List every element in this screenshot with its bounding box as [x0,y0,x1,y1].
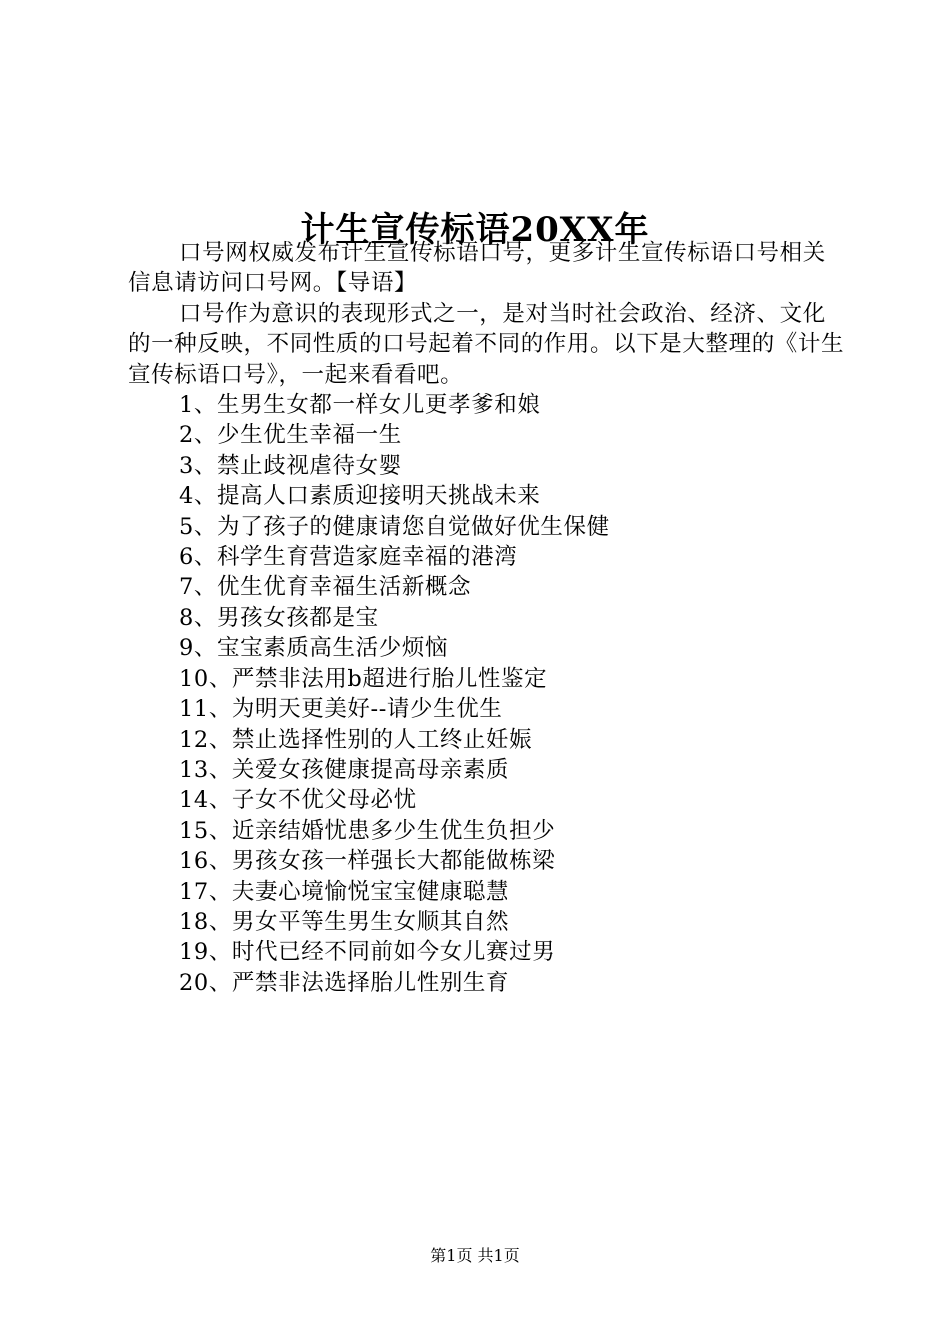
slogan-item: 12、禁止选择性别的人工终止妊娠 [179,726,533,753]
slogan-item: 18、男女平等生男生女顺其自然 [179,908,510,935]
slogan-item: 8、男孩女孩都是宝 [179,604,379,631]
slogan-item: 7、优生优育幸福生活新概念 [179,574,472,601]
document-title: 计生宣传标语20XX年 [300,209,650,250]
slogan-item: 13、关爱女孩健康提高母亲素质 [179,756,510,783]
document-body [128,238,848,998]
intro-paragraph-2: 口号作为意识的表现形式之一，是对当时社会政治、经济、文化的一种反映，不同性质的口号起着不同的作用。以下是大整理的《计生宣传标语口号》，一起来看看吧。 [128,300,845,388]
slogan-item: 4、提高人口素质迎接明天挑战未来 [179,483,541,510]
slogan-item: 1、生男生女都一样女儿更孝爹和娘 [179,392,541,419]
slogan-item: 17、夫妻心境愉悦宝宝健康聪慧 [179,878,510,905]
slogan-item: 3、禁止歧视虐待女婴 [179,452,402,479]
slogan-item: 14、子女不优父母必忧 [179,787,417,814]
slogan-item: 5、为了孩子的健康请您自觉做好优生保健 [179,513,610,540]
slogan-item: 10、严禁非法用b超进行胎儿性鉴定 [179,665,548,692]
slogan-item: 11、为明天更美好--请少生优生 [179,696,503,723]
slogan-item: 19、时代已经不同前如今女儿赛过男 [179,939,556,966]
slogan-item: 6、科学生育营造家庭幸福的港湾 [179,544,518,571]
slogan-item: 20、严禁非法选择胎儿性别生育 [179,969,510,996]
slogan-item: 2、少生优生幸福一生 [179,422,402,449]
slogan-list [128,390,848,998]
slogan-item: 16、男孩女孩一样强长大都能做栋梁 [179,848,556,875]
page-footer: 第1页 共1页 [430,1246,520,1265]
slogan-item: 15、近亲结婚忧患多少生优生负担少 [179,817,556,844]
slogan-item: 9、宝宝素质高生活少烦恼 [179,635,449,662]
intro-paragraph-1: 口号网权威发布计生宣传标语口号，更多计生宣传标语口号相关信息请访问口号网。【导语】 [128,240,826,297]
